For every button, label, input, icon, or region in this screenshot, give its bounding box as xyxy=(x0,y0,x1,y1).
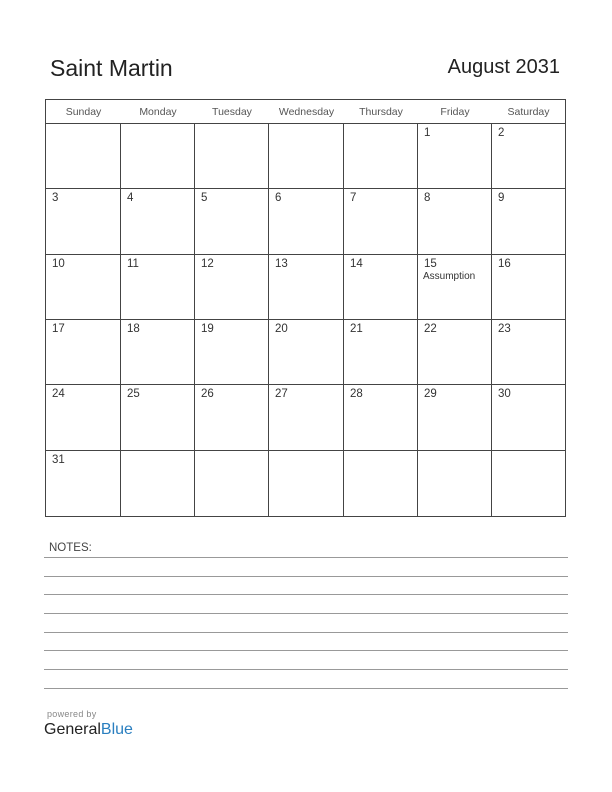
day-cell xyxy=(344,385,418,450)
weekday-header: Friday xyxy=(418,100,492,124)
note-line xyxy=(44,576,568,577)
day-number: 7 xyxy=(350,192,357,205)
powered-by-text: powered by xyxy=(47,709,97,719)
day-number: 27 xyxy=(275,388,288,401)
notes-label: NOTES: xyxy=(49,542,92,554)
day-cell xyxy=(269,320,344,385)
day-cell xyxy=(46,189,121,254)
day-cell xyxy=(344,451,418,516)
day-cell xyxy=(269,255,344,320)
day-number: 9 xyxy=(498,192,505,205)
note-line xyxy=(44,688,568,689)
day-cell xyxy=(46,451,121,516)
day-number: 24 xyxy=(52,388,65,401)
calendar-location-title: Saint Martin xyxy=(50,55,173,81)
day-number: 23 xyxy=(498,323,511,335)
day-cell xyxy=(46,385,121,450)
day-cell xyxy=(269,124,344,189)
day-cell xyxy=(344,320,418,385)
day-number: 22 xyxy=(424,323,437,335)
day-number: 6 xyxy=(275,192,282,205)
day-cell xyxy=(418,124,492,189)
day-number: 14 xyxy=(350,257,363,270)
day-cell xyxy=(418,451,492,516)
holiday-label: Assumption xyxy=(423,270,476,282)
day-cell xyxy=(121,124,195,189)
weekday-header: Tuesday xyxy=(195,100,269,124)
day-number: 19 xyxy=(201,323,214,335)
day-number: 25 xyxy=(127,388,140,401)
day-cell xyxy=(121,385,195,450)
day-number: 20 xyxy=(275,323,288,335)
day-number: 4 xyxy=(127,192,134,205)
day-cell xyxy=(492,255,565,320)
day-cell xyxy=(418,320,492,385)
note-line xyxy=(44,669,568,670)
day-cell xyxy=(344,189,418,254)
day-cell xyxy=(195,124,269,189)
day-number: 18 xyxy=(127,323,140,335)
day-cell xyxy=(121,320,195,385)
day-cell xyxy=(492,320,565,385)
day-cell xyxy=(46,124,121,189)
day-cell xyxy=(46,320,121,385)
weekday-header: Wednesday xyxy=(269,100,344,124)
day-number: 5 xyxy=(201,192,208,205)
day-number: 10 xyxy=(52,257,65,270)
day-cell xyxy=(195,189,269,254)
day-number: 13 xyxy=(275,257,288,270)
day-number: 12 xyxy=(201,257,214,270)
day-cell xyxy=(269,385,344,450)
day-number: 2 xyxy=(498,127,505,139)
day-cell xyxy=(121,255,195,320)
calendar-grid xyxy=(45,99,566,517)
note-line xyxy=(44,632,568,633)
day-cell xyxy=(492,385,565,450)
note-line xyxy=(44,613,568,614)
day-cell xyxy=(344,124,418,189)
calendar-month-title: August 2031 xyxy=(447,56,560,78)
note-line xyxy=(44,594,568,595)
day-cell xyxy=(195,255,269,320)
weekday-header: Monday xyxy=(121,100,195,124)
day-number: 17 xyxy=(52,323,65,335)
day-cell xyxy=(492,189,565,254)
day-number: 26 xyxy=(201,388,214,401)
day-cell xyxy=(121,189,195,254)
weekday-header: Sunday xyxy=(46,100,121,124)
day-number: 15 xyxy=(424,257,437,270)
note-line xyxy=(44,557,568,558)
day-cell xyxy=(195,320,269,385)
day-cell xyxy=(418,255,492,320)
day-number: 28 xyxy=(350,388,363,401)
day-number: 11 xyxy=(127,257,139,270)
day-cell xyxy=(344,255,418,320)
day-number: 29 xyxy=(424,388,437,401)
day-number: 3 xyxy=(52,192,59,205)
day-cell xyxy=(195,451,269,516)
day-cell xyxy=(121,451,195,516)
weekday-header: Thursday xyxy=(344,100,418,124)
day-number: 30 xyxy=(498,388,511,401)
day-cell xyxy=(492,124,565,189)
weekday-header: Saturday xyxy=(492,100,565,124)
day-cell xyxy=(418,385,492,450)
day-cell xyxy=(418,189,492,254)
day-number: 21 xyxy=(350,323,363,335)
day-cell xyxy=(492,451,565,516)
day-cell xyxy=(195,385,269,450)
brand-name-general: General xyxy=(44,721,101,738)
day-number: 31 xyxy=(52,453,65,466)
day-number: 8 xyxy=(424,192,431,205)
day-cell xyxy=(269,451,344,516)
brand-name-blue: Blue xyxy=(100,721,133,738)
day-cell xyxy=(46,255,121,320)
day-number: 16 xyxy=(498,257,511,270)
day-number: 1 xyxy=(424,127,431,139)
day-cell xyxy=(269,189,344,254)
note-line xyxy=(44,650,568,651)
brand-logo xyxy=(44,721,133,739)
